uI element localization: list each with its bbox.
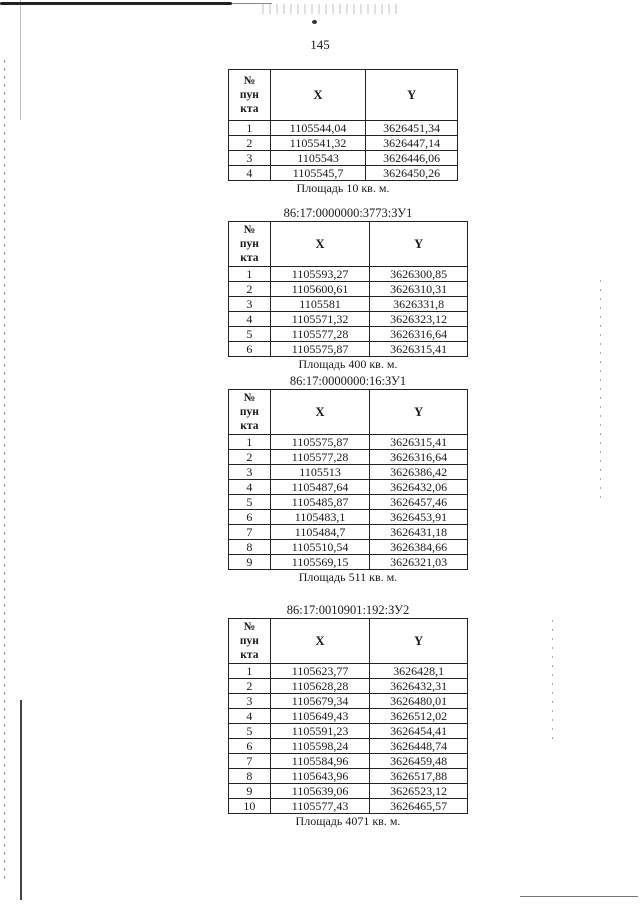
table-row <box>229 136 458 151</box>
header-num-line: кта <box>240 649 259 661</box>
point-number-cell: 10 <box>229 799 271 814</box>
x-coordinate-cell: 1105545,7 <box>270 166 366 181</box>
y-coordinate-cell: 3626512,02 <box>370 709 468 724</box>
scan-artifact-right-edge <box>600 280 601 500</box>
y-coordinate-cell: 3626315,41 <box>370 435 468 450</box>
point-number-cell: 5 <box>229 327 271 342</box>
table-row <box>229 450 468 465</box>
scan-artifact-bottom-line <box>520 896 638 897</box>
coordinates-table-2 <box>228 221 468 357</box>
area-label: Площадь 10 кв. м. <box>296 181 390 195</box>
table-row <box>229 297 468 312</box>
table-row <box>229 739 468 754</box>
y-coordinate-cell: 3626316,64 <box>370 327 468 342</box>
x-coordinate-cell: 1105577,43 <box>270 799 370 814</box>
point-number-header <box>229 390 271 435</box>
point-number-cell: 9 <box>229 784 271 799</box>
y-coordinate-cell: 3626480,01 <box>370 694 468 709</box>
y-coordinate-cell: 3626447,14 <box>366 136 458 151</box>
y-header: Y <box>370 222 468 267</box>
cadastral-number: 86:17:0000000:16:ЗУ1 <box>289 374 407 388</box>
header-num-line: кта <box>240 252 259 264</box>
point-number-cell: 3 <box>229 297 271 312</box>
table-row <box>229 151 458 166</box>
x-header: X <box>270 222 370 267</box>
header-num-line: пун <box>239 635 259 647</box>
y-coordinate-cell: 3626315,41 <box>370 342 468 357</box>
header-num-line: пун <box>239 89 259 101</box>
x-header: X <box>270 70 366 121</box>
table-row <box>229 510 468 525</box>
table-row <box>229 166 458 181</box>
scan-artifact-left-edge-top <box>20 0 21 120</box>
x-header: X <box>270 390 370 435</box>
point-number-cell: 4 <box>229 480 271 495</box>
x-header: X <box>270 619 370 664</box>
x-coordinate-cell: 1105569,15 <box>270 555 370 570</box>
coordinates-table-3 <box>228 389 468 570</box>
table-row <box>229 769 468 784</box>
point-number-cell: 2 <box>229 679 271 694</box>
scan-artifact-right-mark <box>552 620 553 740</box>
x-coordinate-cell: 1105575,87 <box>270 342 370 357</box>
table-row <box>229 724 468 739</box>
x-coordinate-cell: 1105623,77 <box>270 664 370 679</box>
x-coordinate-cell: 1105575,87 <box>270 435 370 450</box>
x-coordinate-cell: 1105484,7 <box>270 525 370 540</box>
x-coordinate-cell: 1105577,28 <box>270 327 370 342</box>
y-coordinate-cell: 3626323,12 <box>370 312 468 327</box>
point-number-cell: 7 <box>229 754 271 769</box>
header-num-line: кта <box>240 103 259 115</box>
point-number-header <box>229 619 271 664</box>
header-num-line: № <box>243 621 256 633</box>
header-num-line: № <box>243 75 256 87</box>
header-num-line: пун <box>239 238 259 250</box>
scan-artifact-smudge <box>262 4 402 14</box>
table-row <box>229 555 468 570</box>
table-row <box>229 465 468 480</box>
point-number-cell: 4 <box>229 709 271 724</box>
x-coordinate-cell: 1105571,32 <box>270 312 370 327</box>
x-coordinate-cell: 1105591,23 <box>270 724 370 739</box>
y-coordinate-cell: 3626432,31 <box>370 679 468 694</box>
x-coordinate-cell: 1105628,28 <box>270 679 370 694</box>
table-row <box>229 495 468 510</box>
y-coordinate-cell: 3626450,26 <box>366 166 458 181</box>
point-number-header <box>229 222 271 267</box>
cadastral-number: 86:17:0010901:192:ЗУ2 <box>286 603 410 617</box>
table-header-row <box>229 390 468 435</box>
x-coordinate-cell: 1105541,32 <box>270 136 366 151</box>
coordinates-table-4 <box>228 618 468 814</box>
table-row <box>229 540 468 555</box>
point-number-cell: 1 <box>229 267 271 282</box>
y-header: Y <box>370 619 468 664</box>
y-coordinate-cell: 3626310,31 <box>370 282 468 297</box>
point-number-cell: 5 <box>229 495 271 510</box>
point-number-cell: 6 <box>229 342 271 357</box>
x-coordinate-cell: 1105483,1 <box>270 510 370 525</box>
area-label: Площадь 511 кв. м. <box>298 570 398 584</box>
x-coordinate-cell: 1105584,96 <box>270 754 370 769</box>
y-coordinate-cell: 3626431,18 <box>370 525 468 540</box>
x-coordinate-cell: 1105513 <box>270 465 370 480</box>
x-coordinate-cell: 1105544,04 <box>270 121 366 136</box>
point-number-cell: 1 <box>229 121 271 136</box>
scan-artifact-left-edge <box>20 700 22 900</box>
point-number-cell: 2 <box>229 282 271 297</box>
point-number-cell: 8 <box>229 769 271 784</box>
point-number-cell: 8 <box>229 540 271 555</box>
header-num-line: № <box>243 224 256 236</box>
point-number-cell: 6 <box>229 739 271 754</box>
table-header-row <box>229 222 468 267</box>
table-row <box>229 664 468 679</box>
point-number-cell: 9 <box>229 555 271 570</box>
y-coordinate-cell: 3626523,12 <box>370 784 468 799</box>
table-row <box>229 121 458 136</box>
x-coordinate-cell: 1105600,61 <box>270 282 370 297</box>
x-coordinate-cell: 1105577,28 <box>270 450 370 465</box>
y-coordinate-cell: 3626384,66 <box>370 540 468 555</box>
x-coordinate-cell: 1105643,96 <box>270 769 370 784</box>
y-coordinate-cell: 3626448,74 <box>370 739 468 754</box>
cadastral-number: 86:17:0000000:3773:ЗУ1 <box>283 206 413 220</box>
page-number: 145 <box>310 37 330 52</box>
y-coordinate-cell: 3626321,03 <box>370 555 468 570</box>
table-row <box>229 267 468 282</box>
table-row <box>229 679 468 694</box>
scan-artifact-dot <box>312 20 317 24</box>
point-number-cell: 1 <box>229 664 271 679</box>
coordinates-block-3 <box>228 373 468 585</box>
point-number-cell: 2 <box>229 450 271 465</box>
scan-artifact-left-margin <box>4 60 5 880</box>
y-coordinate-cell: 3626386,42 <box>370 465 468 480</box>
table-row <box>229 342 468 357</box>
y-coordinate-cell: 3626331,8 <box>370 297 468 312</box>
table-row <box>229 525 468 540</box>
y-coordinate-cell: 3626300,85 <box>370 267 468 282</box>
table-row <box>229 799 468 814</box>
point-number-cell: 3 <box>229 465 271 480</box>
point-number-cell: 1 <box>229 435 271 450</box>
x-coordinate-cell: 1105598,24 <box>270 739 370 754</box>
header-num-line: кта <box>240 420 259 432</box>
table-row <box>229 694 468 709</box>
y-coordinate-cell: 3626446,06 <box>366 151 458 166</box>
point-number-cell: 4 <box>229 166 271 181</box>
x-coordinate-cell: 1105485,87 <box>270 495 370 510</box>
x-coordinate-cell: 1105581 <box>270 297 370 312</box>
table-row <box>229 754 468 769</box>
y-coordinate-cell: 3626465,57 <box>370 799 468 814</box>
coordinates-block-2 <box>228 205 468 372</box>
x-coordinate-cell: 1105593,27 <box>270 267 370 282</box>
table-row <box>229 282 468 297</box>
table-row <box>229 312 468 327</box>
point-number-cell: 3 <box>229 151 271 166</box>
x-coordinate-cell: 1105543 <box>270 151 366 166</box>
point-number-cell: 5 <box>229 724 271 739</box>
coordinates-table-1 <box>228 69 458 181</box>
y-coordinate-cell: 3626459,48 <box>370 754 468 769</box>
point-number-cell: 2 <box>229 136 271 151</box>
table-row <box>229 480 468 495</box>
point-number-header <box>229 70 271 121</box>
header-num-line: пун <box>239 406 259 418</box>
area-label: Площадь 400 кв. м. <box>298 357 398 371</box>
coordinates-block-4 <box>228 602 468 829</box>
x-coordinate-cell: 1105639,06 <box>270 784 370 799</box>
table-row <box>229 709 468 724</box>
header-num-line: № <box>243 392 256 404</box>
y-header: Y <box>370 390 468 435</box>
y-coordinate-cell: 3626316,64 <box>370 450 468 465</box>
y-coordinate-cell: 3626517,88 <box>370 769 468 784</box>
x-coordinate-cell: 1105487,64 <box>270 480 370 495</box>
point-number-cell: 6 <box>229 510 271 525</box>
point-number-cell: 7 <box>229 525 271 540</box>
y-coordinate-cell: 3626453,91 <box>370 510 468 525</box>
table-row <box>229 784 468 799</box>
table-header-row <box>229 619 468 664</box>
table-row <box>229 435 468 450</box>
coordinates-block-1 <box>228 69 458 196</box>
point-number-cell: 4 <box>229 312 271 327</box>
area-label: Площадь 4071 кв. м. <box>295 814 401 828</box>
table-header-row <box>229 70 458 121</box>
y-coordinate-cell: 3626428,1 <box>370 664 468 679</box>
point-number-cell: 3 <box>229 694 271 709</box>
y-coordinate-cell: 3626451,34 <box>366 121 458 136</box>
scan-artifact-top-bar <box>0 2 232 5</box>
y-coordinate-cell: 3626457,46 <box>370 495 468 510</box>
x-coordinate-cell: 1105679,34 <box>270 694 370 709</box>
y-header: Y <box>366 70 458 121</box>
y-coordinate-cell: 3626432,06 <box>370 480 468 495</box>
x-coordinate-cell: 1105649,43 <box>270 709 370 724</box>
y-coordinate-cell: 3626454,41 <box>370 724 468 739</box>
x-coordinate-cell: 1105510,54 <box>270 540 370 555</box>
table-row <box>229 327 468 342</box>
